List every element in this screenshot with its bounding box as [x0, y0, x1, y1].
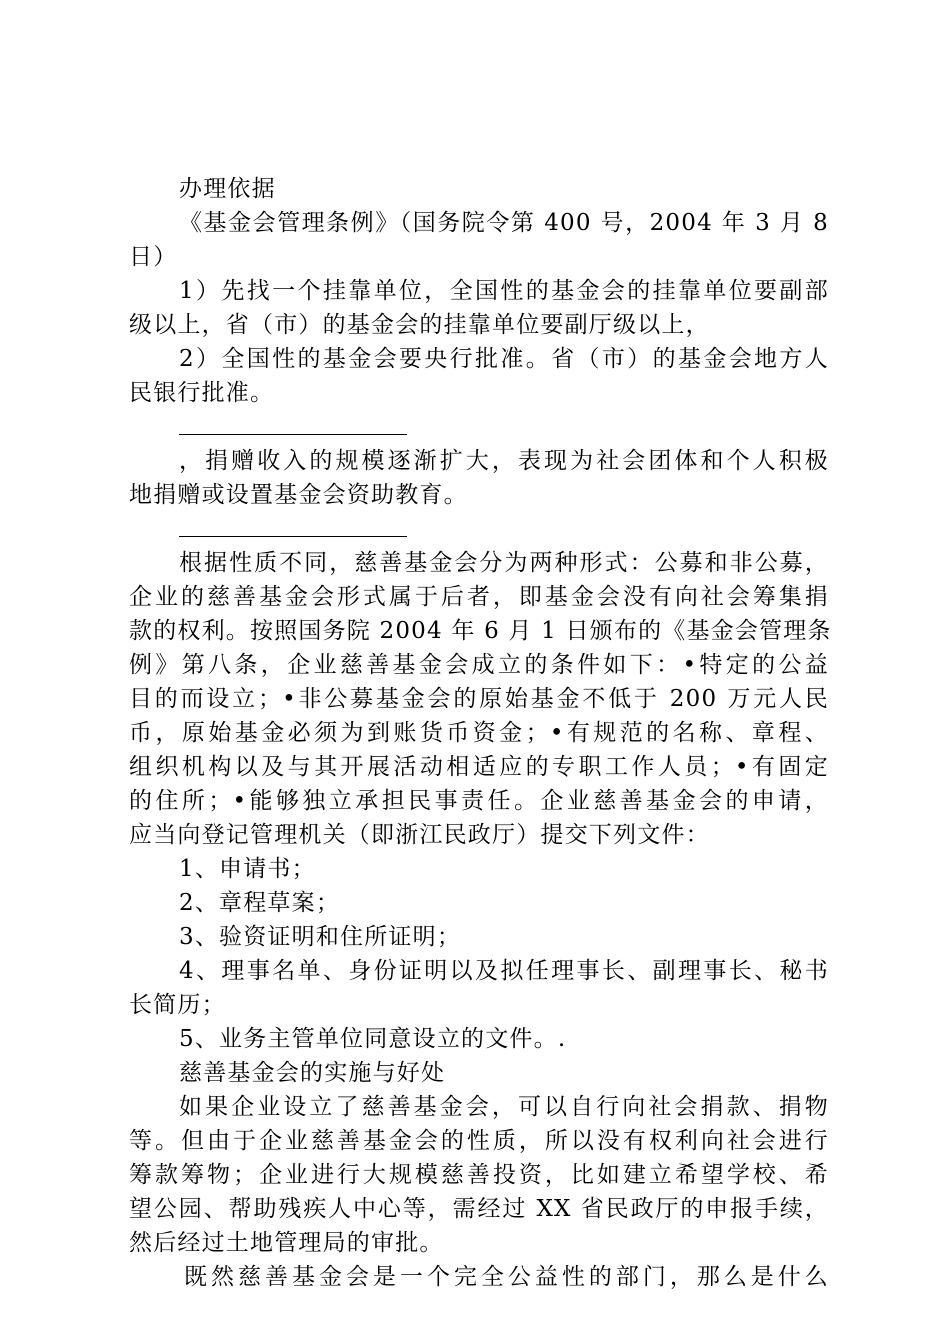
closing-line: 既然慈善基金会是一个完全公益性的部门，那么是什么: [184, 1264, 829, 1290]
list-item: 长简历；: [129, 992, 226, 1018]
basis-text-line: 《基金会管理条例》（国务院令第 400 号，2004 年 3 月 8: [179, 210, 829, 236]
document-body: [129, 172, 832, 1294]
paragraph-line: 的住所；•能够独立承担民事责任。企业慈善基金会的申请，: [129, 788, 829, 814]
benefit-line: 然后经过土地管理局的审批。: [129, 1230, 444, 1256]
paragraph-line: 组织机构以及与其开展活动相适应的专职工作人员；•有固定: [129, 754, 829, 780]
paragraph-line: 企业的慈善基金会形式属于后者，即基金会没有向社会筹集捐: [129, 584, 829, 610]
list-item: 3、验资证明和住所证明；: [179, 924, 462, 950]
benefit-line: 如果企业设立了慈善基金会，可以自行向社会捐款、捐物: [179, 1094, 829, 1120]
item-2-line: 2）全国性的基金会要央行批准。省（市）的基金会地方人: [179, 346, 829, 372]
list-item: 5、业务主管单位同意设立的文件。.: [179, 1026, 567, 1052]
paragraph-line: 币，原始基金必须为到账货币资金；•有规范的名称、章程、: [129, 720, 829, 746]
paragraph-line: 例》第八条，企业慈善基金会成立的条件如下：•特定的公益: [129, 652, 829, 678]
item-2-line: 民银行批准。: [129, 380, 275, 406]
basis-text-line: 日）: [129, 244, 178, 270]
benefit-line: 等。但由于企业慈善基金会的性质，所以没有权利向社会进行: [129, 1128, 829, 1154]
donation-line: 地捐赠或设置基金会资助教育。: [129, 482, 468, 508]
list-item: 1、申请书；: [179, 856, 316, 882]
item-1-line: 级以上，省（市）的基金会的挂靠单位要副厅级以上，: [129, 312, 710, 338]
heading-basis: 办理依据: [179, 176, 276, 202]
list-item: 4、理事名单、身份证明以及拟任理事长、副理事长、秘书: [179, 958, 829, 984]
donation-line: ，捐赠收入的规模逐渐扩大，表现为社会团体和个人积极: [179, 448, 829, 474]
separator-line: [129, 512, 829, 546]
paragraph-line: 款的权利。按照国务院 2004 年 6 月 1 日颁布的《基金会管理条: [129, 618, 832, 644]
paragraph-line: 根据性质不同，慈善基金会分为两种形式：公募和非公募，: [179, 550, 829, 576]
separator-line: [129, 410, 829, 444]
benefit-line: 望公园、帮助残疾人中心等，需经过 XX 省民政厅的申报手续，: [129, 1196, 829, 1222]
heading-benefits: 慈善基金会的实施与好处: [179, 1060, 446, 1086]
paragraph-line: 目的而设立；•非公募基金会的原始基金不低于 200 万元人民: [129, 686, 829, 712]
benefit-line: 筹款筹物；企业进行大规模慈善投资，比如建立希望学校、希: [129, 1162, 829, 1188]
paragraph-line: 应当向登记管理机关（即浙江民政厅）提交下列文件：: [129, 822, 710, 848]
item-1-line: 1）先找一个挂靠单位，全国性的基金会的挂靠单位要副部: [179, 278, 829, 304]
list-item: 2、章程草案；: [179, 890, 341, 916]
